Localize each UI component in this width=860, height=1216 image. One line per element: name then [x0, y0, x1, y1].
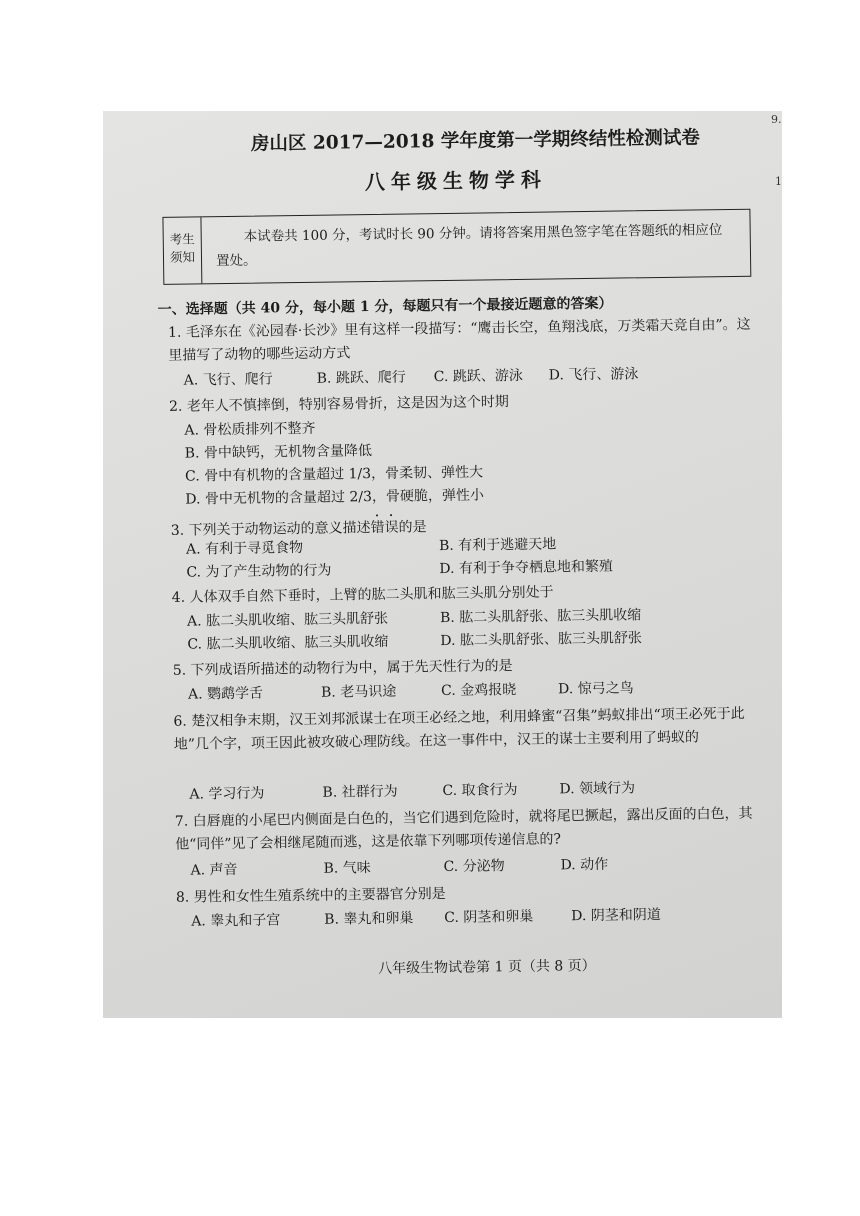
exam-title: 房山区 2017—2018 学年度第一学期终结性检测试卷 — [250, 127, 700, 155]
question-2: 2. 老年人不慎摔倒，特别容易骨折，这是因为这个时期 — [168, 394, 509, 415]
q8-option-b: B. 睾丸和卵巢 — [324, 910, 414, 928]
q2-option-b: B. 骨中缺钙，无机物含量降低 — [184, 443, 373, 462]
section-title: 一、选择题（共 40 分，每小题 1 分，每题只有一个最接近题意的答案） — [157, 295, 613, 318]
q8-option-d: D. 阴茎和阴道 — [571, 907, 661, 925]
q3-option-a: A. 有利于寻觅食物 — [185, 539, 304, 558]
q1-option-c: C. 跳跃、游泳 — [433, 367, 523, 386]
q1-option-d: D. 飞行、游泳 — [548, 366, 639, 384]
q7-option-c: C. 分泌物 — [443, 858, 505, 876]
notice-box — [162, 209, 751, 285]
q6-option-c: C. 取食行为 — [442, 782, 518, 800]
q5-option-d: D. 惊弓之鸟 — [557, 680, 634, 698]
q6-option-a: A. 学习行为 — [189, 785, 265, 803]
q3-stem-pre: 3. 下列关于动物运动的意义描述 — [170, 520, 371, 539]
q4-option-a: A. 肱二头肌收缩、肱三头肌舒张 — [186, 610, 389, 630]
question-6: 6. 楚汉相争末期，汉王刘邦派谋士在项王必经之地，利用蜂蜜“召集”蚂蚁排出“项王必死于此地”几个字，项王因此被攻破心理防线。在这一事件中，汉王的谋士主要利用了蚂蚁的 — [173, 705, 745, 753]
q8-option-c: C. 阴茎和卵巢 — [444, 908, 534, 927]
q1-option-a: A. 飞行、爬行 — [183, 371, 273, 389]
question-1: 1. 毛泽东在《沁园春·长沙》里有这样一段描写：“鹰击长空，鱼翔浅底，万类霜天竞自由”。这里描写了动物的哪些运动方式 — [167, 316, 751, 364]
page-footer: 八年级生物试卷第 1 页（共 8 页） — [378, 957, 596, 977]
q7-option-d: D. 动作 — [560, 856, 609, 874]
q3-stem-post: 的是 — [398, 519, 427, 536]
question-4: 4. 人体双手自然下垂时，上臂的肱二头肌和肱三头肌分别处于 — [171, 584, 554, 606]
q1-option-b: B. 跳跃、爬行 — [316, 369, 407, 387]
exam-photo — [103, 111, 782, 1018]
q5-option-a: A. 鹦鹉学舌 — [187, 685, 264, 703]
q7-option-a: A. 声音 — [190, 861, 238, 879]
q4-option-b: B. 肱二头肌舒张、肱三头肌收缩 — [439, 607, 642, 627]
q4-option-c: C. 肱二头肌收缩、肱三头肌收缩 — [187, 633, 389, 653]
q2-option-d: D. 骨中无机物的含量超过 2/3，骨硬脆，弹性小 — [185, 487, 485, 508]
exam-subtitle: 八年级生物学科 — [364, 167, 548, 195]
q2-option-a: A. 骨松质排列不整齐 — [184, 420, 316, 439]
q3-stem-emphasis: 错误 — [370, 519, 399, 537]
q7-option-b: B. 气味 — [323, 860, 371, 877]
q8-option-a: A. 睾丸和子宫 — [191, 912, 281, 930]
question-8: 8. 男性和女性生殖系统中的主要器官分别是 — [175, 886, 446, 906]
q4-option-d: D. 肱二头肌舒张、肱三头肌舒张 — [440, 630, 643, 650]
notice-label: 考生须知 — [163, 217, 202, 284]
q6-option-b: B. 社群行为 — [322, 783, 398, 801]
edge-mark-top: 9. — [771, 113, 782, 126]
q5-option-c: C. 金鸡报晓 — [440, 682, 517, 700]
q5-option-b: B. 老马识途 — [320, 683, 397, 701]
notice-text: 本试卷共 100 分，考试时长 90 分钟。请将答案用黑色签字笔在答题纸的相应位置处。 — [215, 222, 723, 270]
q3-option-b: B. 有利于逃避天地 — [438, 536, 557, 555]
question-7: 7. 白唇鹿的小尾巴内侧面是白色的，当它们遇到危险时，就将尾巴撅起，露出反面的白色，其他“同伴”见了会相继尾随而逃，这是依靠下列哪项传递信息的? — [174, 805, 753, 853]
edge-mark-right: 1 — [775, 175, 782, 188]
q2-option-c: C. 骨中有机物的含量超过 1/3，骨柔韧、弹性大 — [184, 464, 484, 485]
question-5: 5. 下列成语所描述的动物行为中，属于先天性行为的是 — [172, 658, 513, 679]
q6-option-d: D. 领域行为 — [559, 780, 636, 798]
q3-option-d: D. 有利于争夺栖息地和繁殖 — [439, 558, 614, 578]
exam-sheet — [155, 111, 782, 1015]
q3-option-c: C. 为了产生动物的行为 — [186, 562, 332, 581]
